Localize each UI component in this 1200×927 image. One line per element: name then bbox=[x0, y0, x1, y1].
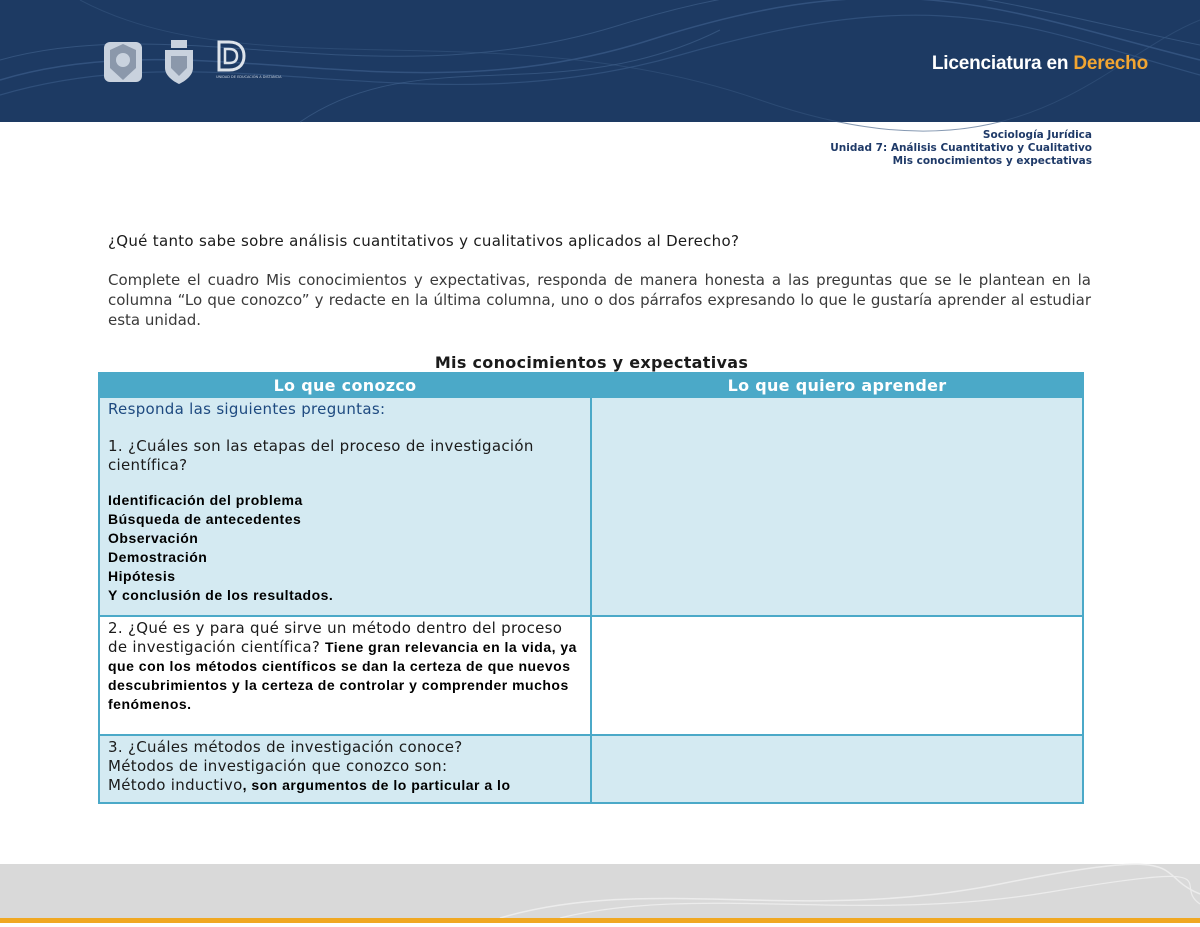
program-title-accent: Derecho bbox=[1073, 53, 1148, 74]
header-banner bbox=[0, 0, 1200, 122]
ded-logo-icon bbox=[214, 40, 282, 90]
table-row bbox=[100, 398, 1082, 617]
table-row bbox=[100, 617, 1082, 736]
row3-method-answer: , son argumentos de lo particular a lo bbox=[242, 777, 511, 793]
program-title-prefix: Licenciatura en bbox=[931, 53, 1074, 74]
footer-accent-line bbox=[0, 918, 1200, 923]
row3-methods-intro: Métodos de investigación que conozco son: bbox=[108, 757, 448, 775]
row2-learn-cell[interactable] bbox=[592, 617, 1082, 734]
row1-answer-4: Demostración bbox=[108, 549, 208, 565]
row3-question: 3. ¿Cuáles métodos de investigación conoce? bbox=[108, 738, 463, 756]
activity-name: Mis conocimientos y expectativas bbox=[892, 155, 1092, 167]
row3-known-cell[interactable] bbox=[100, 736, 592, 802]
row1-answer-6: Y conclusión de los resultados. bbox=[108, 587, 334, 603]
document-meta bbox=[830, 129, 1092, 168]
table-row bbox=[100, 736, 1082, 802]
row2-known-cell[interactable] bbox=[100, 617, 592, 734]
row2-answer: Tiene gran relevancia en la vida, ya que con los métodos científicos se dan la certeza de que nuevos descubrimientos y la certeza de controlar y comprender muchos fenómenos. bbox=[108, 639, 577, 712]
ded-logo-caption: UNIDAD DE EDUCACIÓN A DISTANCIA bbox=[216, 75, 282, 79]
faculty-shield-icon bbox=[162, 38, 196, 88]
row1-answer-2: Búsqueda de antecedentes bbox=[108, 511, 302, 527]
row1-known-cell[interactable] bbox=[100, 398, 592, 615]
table-header-row bbox=[100, 374, 1082, 398]
unam-crest-icon bbox=[102, 38, 144, 88]
header-what-i-want-to-learn: Lo que quiero aprender bbox=[592, 374, 1082, 398]
row1-learn-cell[interactable] bbox=[592, 398, 1082, 615]
footer-band bbox=[0, 864, 1200, 918]
row1-question: 1. ¿Cuáles son las etapas del proceso de investigación científica? bbox=[108, 437, 534, 474]
instructions-paragraph: Complete el cuadro Mis conocimientos y expectativas, responda de manera honesta a las preguntas que se le plantean en la columna “Lo que conozco” y redacte en la última columna, uno o dos párrafos expresando lo que le gustaría aprender al estudiar esta unidad. bbox=[108, 271, 1091, 329]
table-title: Mis conocimientos y expectativas bbox=[434, 353, 749, 372]
row1-answer-1: Identificación del problema bbox=[108, 492, 303, 508]
row1-answer-3: Observación bbox=[108, 530, 199, 546]
row3-learn-cell[interactable] bbox=[592, 736, 1082, 802]
row2-question: 2. ¿Qué es y para qué sirve un método dentro del proceso de investigación científica? bbox=[108, 619, 563, 656]
footer-waves bbox=[0, 864, 1200, 918]
course-name: Sociología Jurídica bbox=[982, 129, 1092, 141]
knowledge-table bbox=[98, 372, 1084, 804]
row1-prompt: Responda las siguientes preguntas: bbox=[108, 400, 386, 418]
row1-answer-5: Hipótesis bbox=[108, 568, 176, 584]
header-what-i-know: Lo que conozco bbox=[100, 374, 592, 398]
unit-name: Unidad 7: Análisis Cuantitativo y Cualitativo bbox=[830, 142, 1092, 154]
row3-method-name: Método inductivo bbox=[108, 776, 243, 794]
program-title bbox=[932, 53, 1148, 75]
main-question: ¿Qué tanto sabe sobre análisis cuantitativos y cualitativos aplicados al Derecho? bbox=[108, 232, 740, 250]
